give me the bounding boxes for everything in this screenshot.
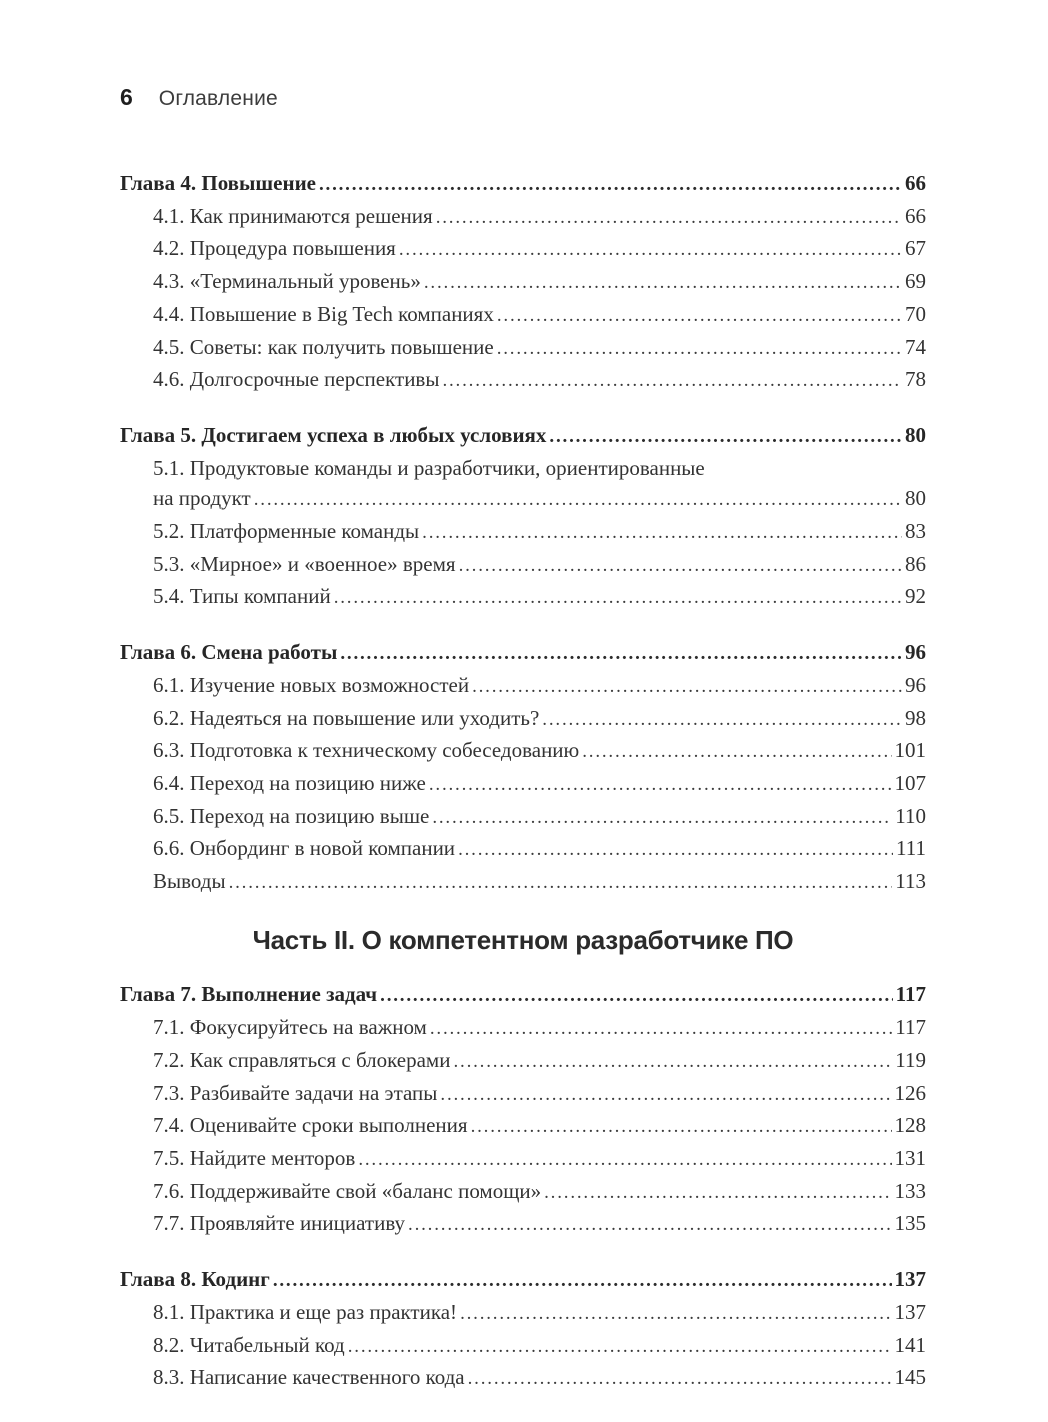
dot-leader <box>334 581 902 614</box>
dot-leader <box>424 266 902 299</box>
page-header <box>120 84 926 111</box>
toc-chapter-row <box>120 979 926 1012</box>
dot-leader <box>582 735 891 768</box>
entry-title: 7.2. Как справляться с блокерами <box>153 1047 451 1072</box>
entry-title: 6.4. Переход на позицию ниже <box>153 770 426 795</box>
entry-page: 92 <box>905 584 926 609</box>
dot-leader <box>440 1078 891 1111</box>
entry-page: 117 <box>895 1015 926 1040</box>
page-number: 6 <box>120 84 133 110</box>
entry-page: 78 <box>905 367 926 392</box>
dot-leader <box>422 516 902 549</box>
chapter-title: Глава 5. Достигаем успеха в любых условиях <box>120 422 547 447</box>
toc-chapter-row <box>120 168 926 201</box>
toc-group-chapter-4 <box>120 168 926 397</box>
dot-leader <box>497 299 902 332</box>
toc-entry-row <box>120 1176 926 1209</box>
toc-entry-row <box>120 201 926 234</box>
toc-entry-row-continuation <box>120 483 926 516</box>
dot-leader <box>453 1045 892 1078</box>
entry-page: 83 <box>905 519 926 544</box>
dot-leader <box>458 833 893 866</box>
chapter-title: Глава 4. Повышение <box>120 171 316 195</box>
toc-entry-row <box>120 1078 926 1111</box>
toc-group-chapter-6 <box>120 637 926 899</box>
toc-entry-row <box>120 1110 926 1143</box>
dot-leader <box>497 332 902 365</box>
toc-chapter-row <box>120 637 926 670</box>
entry-title: 4.3. «Терминальный уровень» <box>153 269 421 294</box>
toc-entry-row <box>120 1297 926 1330</box>
dot-leader <box>471 1110 892 1143</box>
toc-entry-row <box>120 768 926 801</box>
entry-page: 111 <box>896 836 926 861</box>
entry-title: 8.1. Практика и еще раз практика! <box>153 1299 458 1324</box>
dot-leader <box>432 801 892 834</box>
toc-entry-row <box>120 233 926 266</box>
toc-group-chapter-5 <box>120 420 926 614</box>
table-of-contents <box>120 168 926 1395</box>
entry-page: 96 <box>905 672 926 697</box>
chapter-title: Глава 6. Смена работы <box>120 640 338 665</box>
dot-leader <box>273 1264 892 1297</box>
toc-entry-row <box>120 581 926 614</box>
chapter-page: 80 <box>905 422 926 447</box>
running-head-title: Оглавление <box>158 87 278 110</box>
entry-page: 126 <box>894 1080 926 1105</box>
entry-title: 4.5. Советы: как получить повышение <box>153 334 494 359</box>
dot-leader <box>460 1297 891 1330</box>
dot-leader <box>472 670 902 703</box>
toc-entry-row <box>120 1330 926 1363</box>
dot-leader <box>399 233 902 266</box>
dot-leader <box>429 768 892 801</box>
entry-page: 135 <box>894 1211 926 1236</box>
entry-title: 7.1. Фокусируйтесь на важном <box>153 1015 427 1040</box>
toc-entry-row <box>120 703 926 736</box>
toc-entry-row <box>120 866 926 899</box>
toc-group-chapter-7 <box>120 979 926 1241</box>
toc-entry-row <box>120 1208 926 1241</box>
dot-leader <box>542 703 902 736</box>
entry-title: 8.3. Написание качественного кода <box>153 1365 465 1390</box>
entry-page: 86 <box>905 551 926 576</box>
dot-leader <box>319 168 902 201</box>
dot-leader <box>348 1330 892 1363</box>
chapter-title: Глава 8. Кодинг <box>120 1267 270 1292</box>
toc-entry-row <box>120 670 926 703</box>
chapter-page: 117 <box>895 982 926 1007</box>
toc-entry-row <box>120 299 926 332</box>
entry-title: 5.3. «Мирное» и «военное» время <box>153 551 456 576</box>
entry-title: 4.6. Долгосрочные перспективы <box>153 367 440 392</box>
entry-page: 69 <box>905 269 926 294</box>
toc-entry-row <box>120 1362 926 1395</box>
dot-leader <box>544 1176 891 1209</box>
toc-entry-row <box>120 1012 926 1045</box>
entry-page: 98 <box>905 705 926 730</box>
entry-page: 74 <box>905 334 926 359</box>
toc-entry-row <box>120 833 926 866</box>
chapter-page: 66 <box>905 171 926 195</box>
entry-title: 6.6. Онбординг в новой компании <box>153 836 456 861</box>
dot-leader <box>254 483 902 516</box>
entry-page: 66 <box>905 203 926 228</box>
entry-title: 4.2. Процедура повышения <box>153 236 396 261</box>
entry-page: 128 <box>894 1113 926 1138</box>
toc-chapter-row <box>120 1264 926 1297</box>
toc-entry-row <box>120 516 926 549</box>
entry-page: 119 <box>895 1047 926 1072</box>
part-heading: Часть II. О компетентном разработчике ПО <box>252 924 794 955</box>
dot-leader <box>430 1012 892 1045</box>
entry-page: 70 <box>905 301 926 326</box>
entry-page: 80 <box>905 486 926 511</box>
toc-entry-row <box>120 332 926 365</box>
chapter-title: Глава 7. Выполнение задач <box>120 982 378 1007</box>
dot-leader <box>408 1208 891 1241</box>
chapter-page: 137 <box>894 1267 926 1292</box>
dot-leader <box>459 549 902 582</box>
entry-page: 141 <box>894 1332 926 1357</box>
entry-title: 4.4. Повышение в Big Tech компаниях <box>153 301 494 326</box>
entry-title: 7.4. Оценивайте сроки выполнения <box>153 1113 468 1138</box>
entry-title: 5.4. Типы компаний <box>153 584 331 609</box>
toc-chapter-row <box>120 420 926 453</box>
toc-group-chapter-8 <box>120 1264 926 1395</box>
dot-leader <box>380 979 893 1012</box>
toc-entry-row <box>120 735 926 768</box>
entry-page: 107 <box>894 770 926 795</box>
entry-title: 7.6. Поддерживайте свой «баланс помощи» <box>153 1178 542 1203</box>
toc-entry-row <box>120 1045 926 1078</box>
toc-entry-row <box>120 266 926 299</box>
toc-entry-row <box>120 1143 926 1176</box>
entry-title: 7.7. Проявляйте инициативу <box>153 1211 406 1236</box>
entry-page: 101 <box>894 738 926 763</box>
dot-leader <box>229 866 893 899</box>
entry-title: Выводы <box>153 869 226 894</box>
entry-title: 4.1. Как принимаются решения <box>153 203 433 228</box>
entry-title: 7.3. Разбивайте задачи на этапы <box>153 1080 438 1105</box>
toc-entry-row <box>120 364 926 397</box>
entry-page: 67 <box>905 236 926 261</box>
entry-title: 6.1. Изучение новых возможностей <box>153 672 470 697</box>
dot-leader <box>340 637 902 670</box>
entry-page: 131 <box>894 1145 926 1170</box>
toc-entry-row <box>120 453 926 484</box>
entry-title: 5.1. Продуктовые команды и разработчики, ориентированные <box>153 455 705 480</box>
entry-title: 6.3. Подготовка к техническому собеседованию <box>153 738 580 763</box>
entry-page: 113 <box>895 869 926 894</box>
toc-entry-row <box>120 549 926 582</box>
entry-title: 8.2. Читабельный код <box>153 1332 345 1357</box>
chapter-page: 96 <box>905 640 926 665</box>
entry-page: 110 <box>895 803 926 828</box>
dot-leader <box>442 364 902 397</box>
entry-page: 137 <box>894 1299 926 1324</box>
entry-title: 5.2. Платформенные команды <box>153 519 420 544</box>
toc-entry-row <box>120 801 926 834</box>
dot-leader <box>468 1362 892 1395</box>
entry-page: 145 <box>894 1365 926 1390</box>
dot-leader <box>358 1143 891 1176</box>
entry-title: 6.2. Надеяться на повышение или уходить? <box>153 705 540 730</box>
dot-leader <box>549 420 902 453</box>
entry-title: 7.5. Найдите менторов <box>153 1145 356 1170</box>
entry-title: 6.5. Переход на позицию выше <box>153 803 430 828</box>
entry-page: 133 <box>894 1178 926 1203</box>
dot-leader <box>436 201 902 234</box>
entry-title-continuation: на продукт <box>153 486 251 511</box>
